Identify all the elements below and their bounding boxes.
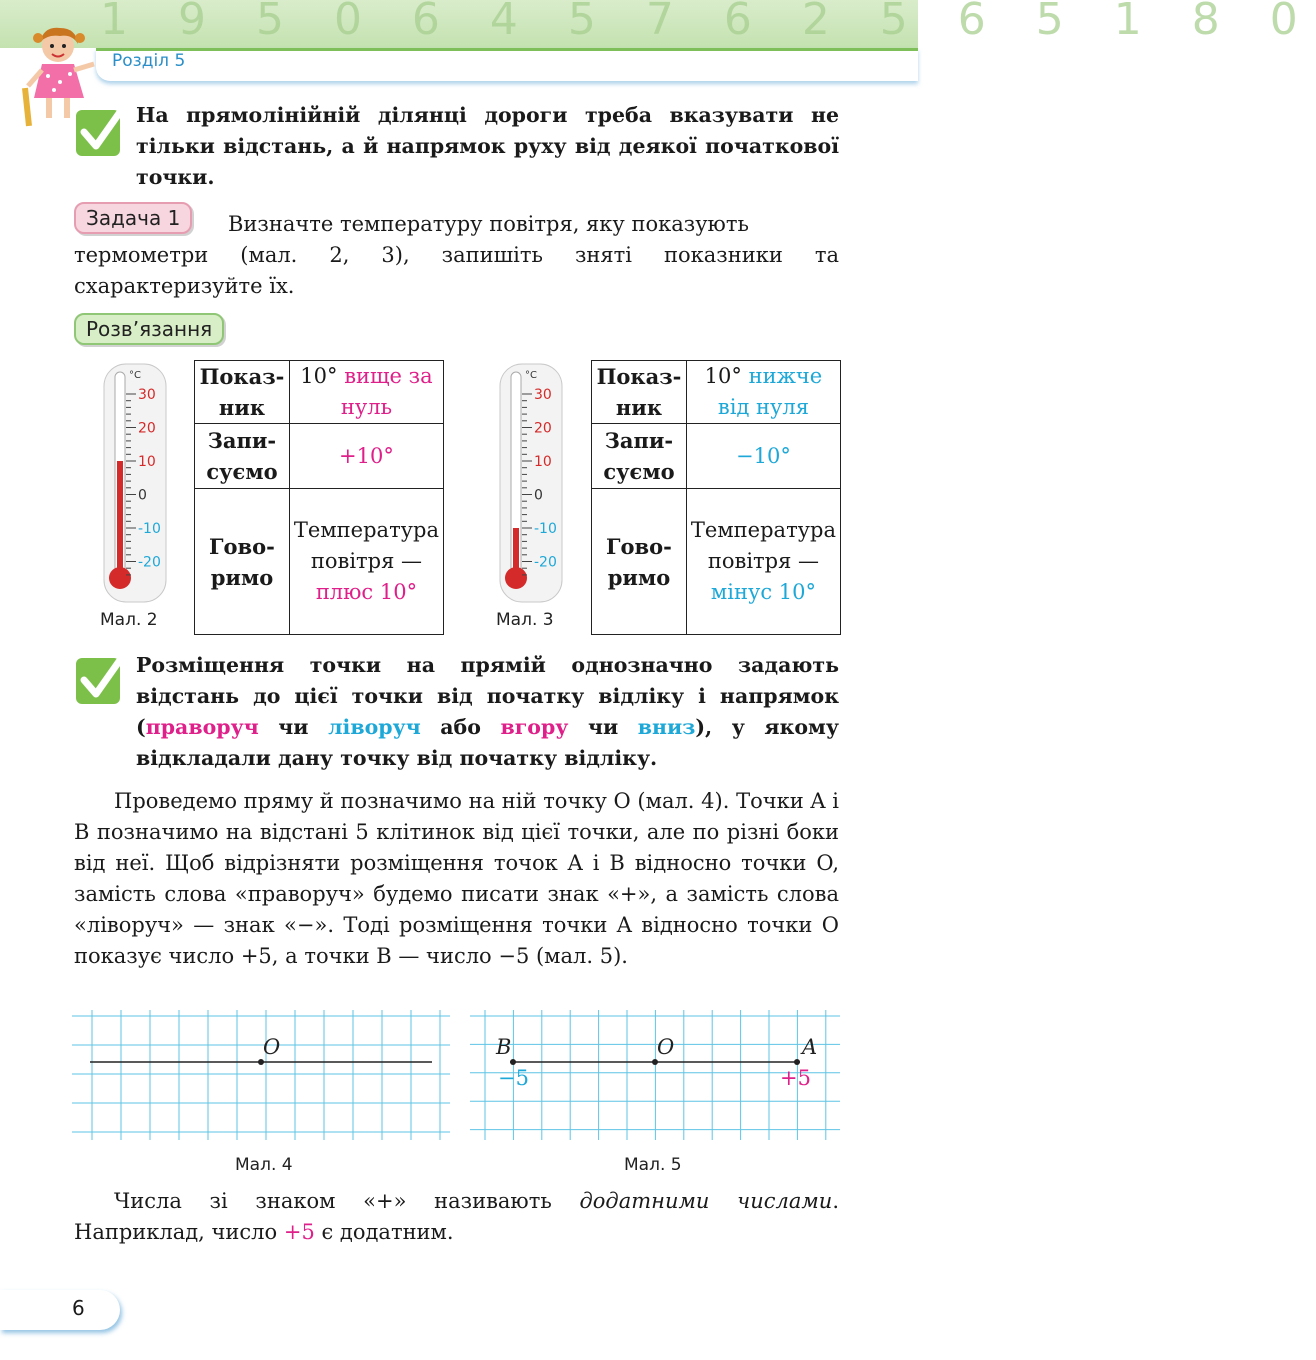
fig5-caption: Мал. 5: [624, 1155, 682, 1175]
number-plus-five: +5: [780, 1066, 811, 1090]
number-line-fig4: [72, 1010, 450, 1140]
table2-indicator-number: 10°: [704, 364, 742, 388]
table2-indicator-word: нижче від нуля: [717, 364, 823, 419]
table2-say-colored: мінус 10°: [710, 580, 816, 604]
word-up: вгору: [500, 715, 569, 739]
word-or: чи: [568, 715, 638, 739]
scale-label: 20: [534, 420, 552, 437]
scale-label: -10: [534, 521, 557, 537]
page-number: 6: [72, 1296, 85, 1320]
table1-say-colored: плюс 10°: [315, 580, 418, 604]
label-b: B: [496, 1035, 512, 1059]
definition-part1: Числа зі знаком «+» називають: [114, 1189, 580, 1213]
table2-indicator-value: [686, 361, 840, 424]
fig3-caption: Мал. 3: [496, 610, 554, 630]
point-o: [258, 1059, 264, 1065]
scale-label: 20: [138, 420, 156, 437]
task-label: Задача 1: [74, 202, 192, 234]
check-icon: [74, 106, 124, 158]
mercury-bulb: [109, 567, 131, 589]
scale-label: -10: [138, 521, 161, 537]
thermometer-fig2: [100, 362, 170, 606]
table1-head-record: Запи-суємо: [195, 424, 290, 489]
unit-label: °C: [129, 370, 141, 381]
header-tab: [96, 48, 918, 81]
term-positive-numbers: додатними числами: [579, 1189, 833, 1213]
number-minus-five: −5: [498, 1066, 529, 1090]
table1-head-indicator: Показ-ник: [195, 361, 290, 424]
word-left: ліворуч: [328, 715, 421, 739]
fig4-caption: Мал. 4: [235, 1155, 293, 1175]
table2-say-text: Температура повітря —: [690, 518, 836, 573]
scale-label: 0: [138, 487, 147, 504]
definition-part2: . Наприклад, число: [74, 1189, 840, 1244]
mercury-column: [117, 461, 123, 576]
fig2-caption: Мал. 2: [100, 610, 158, 630]
table2-head-record: Запи-суємо: [592, 424, 687, 489]
table2-record-value: −10°: [686, 424, 840, 489]
table2-head-indicator: Показ-ник: [592, 361, 687, 424]
table1-record-value: +10°: [289, 424, 443, 489]
example-number: +5: [283, 1220, 315, 1244]
word-down: вниз: [637, 715, 696, 739]
word-or-alt: або: [420, 715, 501, 739]
temperature-table-fig2: [194, 360, 444, 635]
label-a: A: [802, 1035, 818, 1059]
scale-label: -20: [534, 554, 557, 571]
task-text-line1: Визначте температуру повітря, яку показують: [228, 212, 749, 236]
point-b: [510, 1059, 516, 1065]
page-number-tab: [0, 1290, 120, 1330]
rule-text-part1: Розміщення точки на прямій однозначно задають відстань до цієї точки від початку відліку і напрямок (: [136, 653, 839, 739]
rule-text-position: [136, 650, 839, 774]
table1-head-say: Гово-римо: [195, 489, 290, 635]
header-decor-digits: 1 9 5 0 6 4 5 7 6 2 5 6 5 1 8 0: [100, 0, 1316, 45]
positive-numbers-definition: [74, 1186, 839, 1248]
table1-indicator-word: вище за нуль: [340, 364, 433, 419]
scale-label: 10: [138, 454, 156, 470]
number-line-fig5: [470, 1010, 840, 1140]
label-o: O: [263, 1035, 281, 1059]
point-a: [794, 1059, 800, 1065]
check-icon: [74, 654, 124, 706]
temperature-table-fig3: [591, 360, 841, 635]
scale-label: 30: [534, 387, 552, 403]
thermometer-fig3: [496, 362, 566, 606]
word-or: чи: [258, 715, 329, 739]
rule-text-direction: На прямолінійній ділянці дороги треба вказувати не тільки відстань, а й напрямок руху від деякої початкової точки.: [136, 103, 839, 189]
table1-indicator-number: 10°: [300, 364, 338, 388]
scale-label: 10: [534, 454, 552, 470]
section-label: Розділ 5: [112, 51, 186, 71]
scale-label: 0: [534, 487, 543, 504]
definition-part3: є додатним.: [314, 1220, 454, 1244]
table1-say-text: Температура повітря —: [293, 518, 439, 573]
mercury-bulb: [505, 567, 527, 589]
rule-text-part2: ), у якому відкладали дану точку від початку відліку.: [136, 715, 839, 770]
scale-label: 30: [138, 387, 156, 403]
label-o: O: [657, 1035, 675, 1059]
unit-label: °C: [525, 370, 537, 381]
table1-indicator-value: [289, 361, 443, 424]
explanation-paragraph: Проведемо пряму й позначимо на ній точку O (мал. 4). Точки A і B позначимо на відстані 5 клітинок від цієї точки, але по різні боки від неї. Щоб відрізняти розміщення точок A і B відносно точки O, замість слова «праворуч» будемо писати знак «+», а замість слова «ліворуч» — знак «−». Тоді розміщення точки A відносно точки O показує число +5, а точки B — число −5 (мал. 5).: [74, 789, 839, 968]
table2-head-say: Гово-римо: [592, 489, 687, 635]
scale-label: -20: [138, 554, 161, 571]
word-right: праворуч: [145, 715, 259, 739]
solution-label: Розв’язання: [74, 313, 224, 345]
task-text: термометри (мал. 2, 3), запишіть зняті показники та схарактеризуйте їх.: [74, 243, 839, 298]
point-o: [652, 1059, 658, 1065]
table2-say-value: [686, 489, 840, 635]
table1-say-value: [289, 489, 443, 635]
